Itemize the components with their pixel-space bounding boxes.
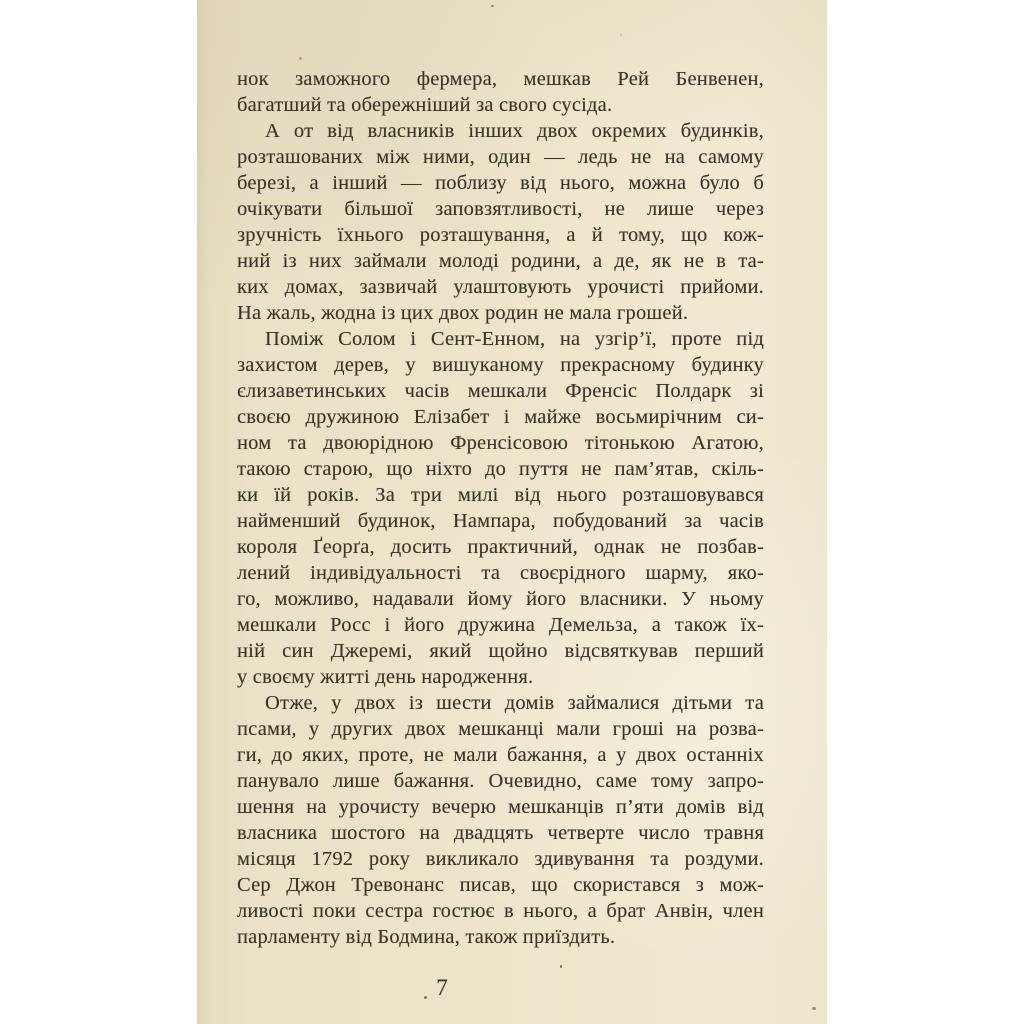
text-line: місяця 1792 року викликало здивування та роздуми. <box>237 848 764 870</box>
text-line: А от від власників інших двох окремих будинків, <box>265 120 764 142</box>
text-line: Поміж Солом і Сент-Енном, на узгір’ї, проте під <box>265 328 764 350</box>
scan-speck <box>491 5 494 7</box>
scan-speck <box>299 57 302 60</box>
text-line: ких домах, зазвичай улаштовують урочисті прийоми. <box>237 276 764 298</box>
text-line: очікувати більшої заповзятливості, не лише через <box>237 198 764 220</box>
scan-speck <box>424 996 427 999</box>
text-line: мешкали Росс і його дружина Демельза, а також їх- <box>237 614 764 636</box>
text-line: короля Ґеорґа, досить практичний, однак не позбав- <box>237 536 764 558</box>
text-line: власника шостого на двадцять четверте число травня <box>237 822 764 844</box>
text-line: такою старою, що ніхто до пуття не пам’ятав, скіль- <box>237 458 764 480</box>
text-line: Отже, у двох із шести домів займалися дітьми та <box>265 692 764 714</box>
text-line: захистом дерев, у вишуканому прекрасному будинку <box>237 354 764 376</box>
text-line: панувало лише бажання. Очевидно, саме тому запро- <box>237 770 764 792</box>
text-line: лений індивідуальності та своєрідного шарму, яко- <box>237 562 764 584</box>
text-line: єлизаветинських часів мешкали Френсіс Полдарк зі <box>237 380 764 402</box>
text-line: ливості поки сестра гостює в нього, а брат Анвін, член <box>237 900 764 922</box>
page-number: 7 <box>436 975 448 1000</box>
text-line: ній син Джеремі, який щойно відсвяткував перший <box>237 640 764 662</box>
text-line: ги, до яких, проте, не мали бажання, а у двох останніх <box>237 744 764 766</box>
text-line: найменший будинок, Нампара, побудований за часів <box>237 510 764 532</box>
text-line: у своєму житті день народження. <box>237 666 534 688</box>
scan-speck <box>812 1007 816 1010</box>
text-line: нок заможного фермера, мешкав Рей Бенвенен, <box>237 68 764 90</box>
text-line: розташованих між ними, один — ледь не на самому <box>237 146 764 168</box>
scan-speck <box>560 965 562 968</box>
text-line: ки їй років. За три милі від нього розташовувався <box>237 484 764 506</box>
body-text <box>237 66 764 950</box>
text-line: шення на урочисту вечерю мешканців п’яти домів від <box>237 796 764 818</box>
text-line: своєю дружиною Елізабет і майже восьмирічним си- <box>237 406 764 428</box>
text-line: псами, у других двох мешканці мали гроші на розва- <box>237 718 764 740</box>
text-line: ний із них займали молоді родини, а де, як не в та- <box>237 250 764 272</box>
text-line: березі, а інший — поблизу від нього, можна було б <box>237 172 764 194</box>
text-line: зручність їхнього розташування, а й тому, що кож- <box>237 224 764 246</box>
scan-speck <box>620 34 622 36</box>
text-line: Сер Джон Тревонанс писав, що скористався з мож- <box>237 874 764 896</box>
text-line: парламенту від Бодмина, також приїздить. <box>237 926 616 948</box>
text-line: На жаль, жодна із цих двох родин не мала грошей. <box>237 302 689 324</box>
text-line: ном та двоюрідною Френсісовою тітонькою Агатою, <box>237 432 764 454</box>
text-line: багатший та обережніший за свого сусіда. <box>237 94 613 116</box>
text-line: го, можливо, надавали йому його власники. У ньому <box>237 588 764 610</box>
book-page <box>197 0 827 1024</box>
